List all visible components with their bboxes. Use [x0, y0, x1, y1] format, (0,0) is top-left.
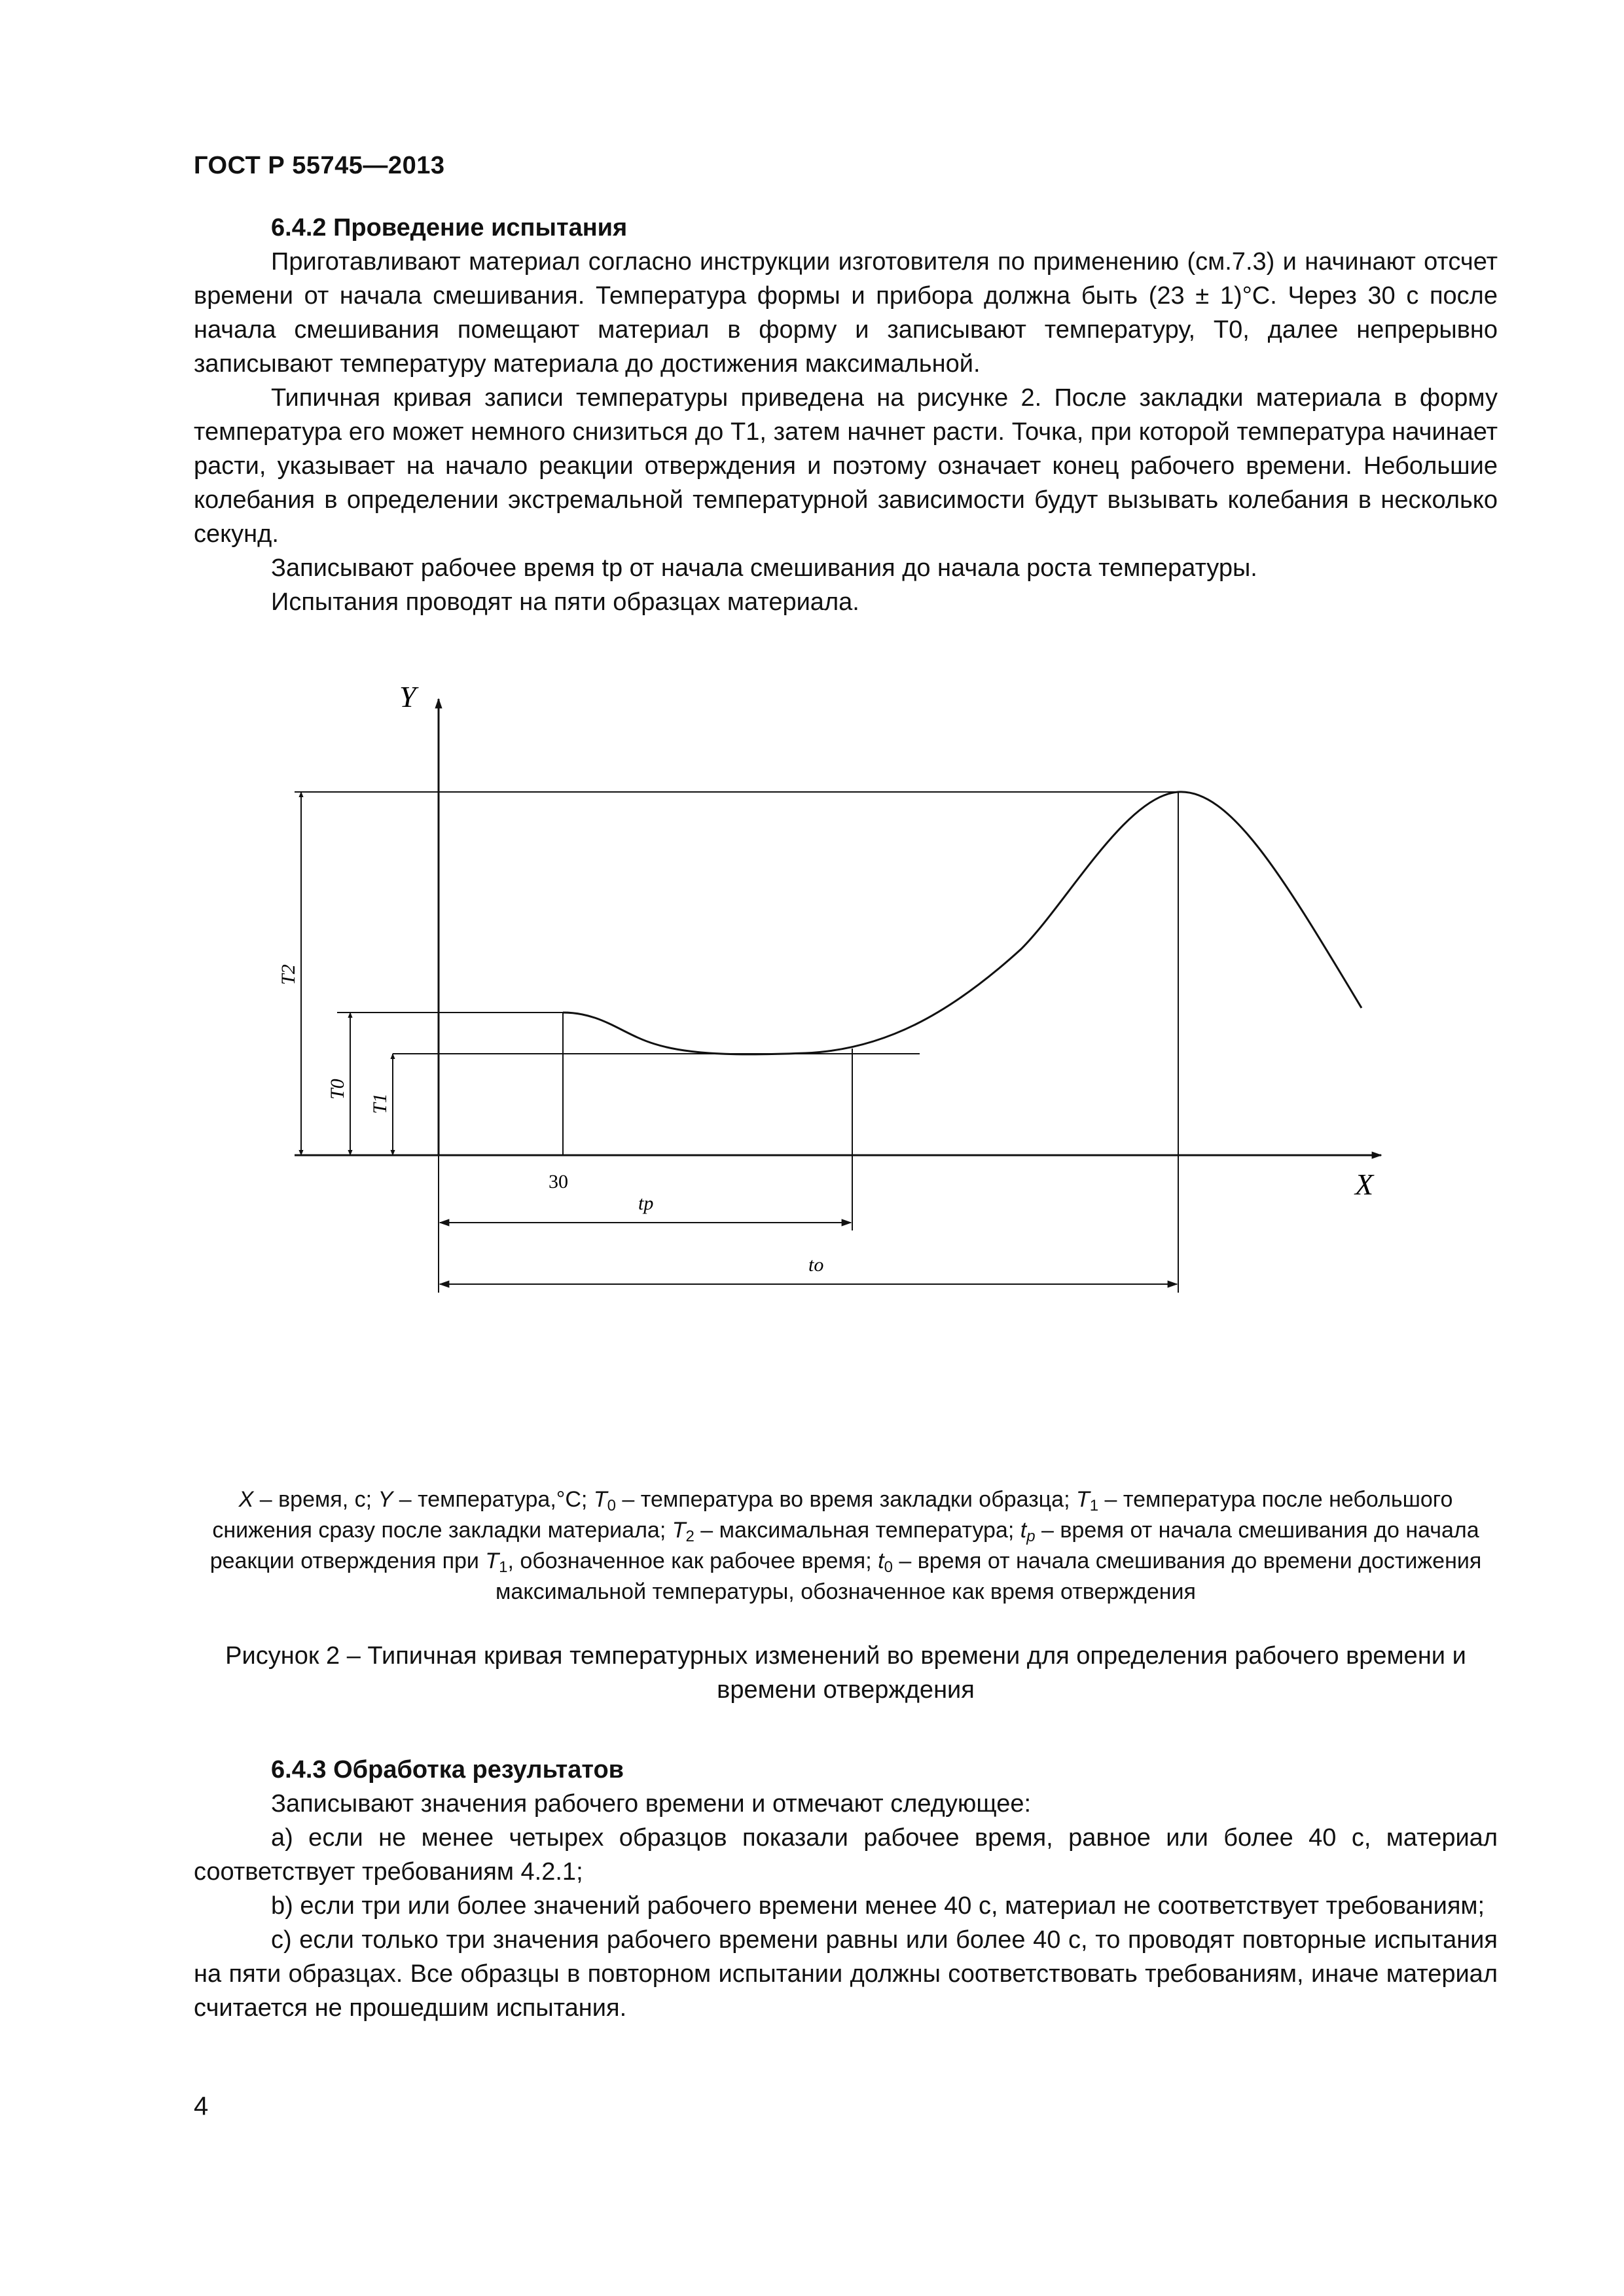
tick-30-label: 30: [549, 1171, 568, 1193]
list-item: b) если три или более значений рабочего времени менее 40 с, материал не соответствует требованиям;: [271, 1892, 1485, 1920]
section-heading: 6.4.2 Проведение испытания: [271, 214, 628, 242]
legend-text: X – время, с; Y – температура,°С; $T_0$ – температура во время закладки образца; $T_1$ – температура после небольшого снижения сразу после закладки материала; $T_2$ – максимальная температура; $t_p$ – время от начала смешивания до начала реакции отверждения при $T_1$, обозначенное как рабочее время; $t_0$ – время от начала смешивания до времени достижения максимальной температуры, обозначенное как время отверждения: [209, 1487, 1482, 1604]
tp-label: tp: [638, 1193, 654, 1214]
to-label: to: [808, 1254, 824, 1276]
y-axis-label: Y: [399, 680, 416, 713]
page-number: 4: [194, 2092, 209, 2121]
temperature-curve: [563, 792, 1362, 1054]
section-6-4-2: [194, 211, 1498, 619]
figure-legend: [194, 1484, 1498, 1607]
paragraph: Записывают рабочее время tp от начала смешивания до начала роста температуры.: [271, 554, 1257, 582]
figure-drawing: [196, 668, 1440, 1473]
t2-label: T2: [278, 964, 299, 985]
list-item: а) если не менее четырех образцов показали рабочее время, равное или более 40 с, материал соответствует требованиям 4.2.1;: [194, 1824, 1498, 1886]
t0-label: T0: [327, 1079, 348, 1100]
section-6-4-3: [194, 1753, 1498, 2025]
document-header: ГОСТ Р 55745—2013: [194, 152, 445, 179]
section-heading: 6.4.3 Обработка результатов: [271, 1756, 624, 1784]
temperature-curve-figure: [196, 668, 1440, 1473]
paragraph: Типичная кривая записи температуры приведена на рисунке 2. После закладки материала в форму температура его может немного снизиться до T1, затем начнет расти. Точка, при которой температура начинает расти, указывает на начало реакции отверждения и поэтому означает конец рабочего времени. Небольшие колебания в определении экстремальной температурной зависимости будут вызывать колебания в несколько секунд.: [194, 384, 1498, 548]
list-item: с) если только три значения рабочего времени равны или более 40 с, то проводят повторные испытания на пяти образцах. Все образцы в повторном испытании должны соответствовать требованиям, иначе материал считается не прошедшим испытания.: [194, 1926, 1498, 2022]
paragraph: Записывают значения рабочего времени и отмечают следующее:: [271, 1790, 1032, 1818]
figure-caption: Рисунок 2 – Типичная кривая температурных изменений во времени для определения рабочего времени и времени отверждения: [225, 1642, 1466, 1704]
t1-label: T1: [369, 1093, 391, 1114]
x-axis-label: X: [1355, 1168, 1374, 1201]
paragraph: Приготавливают материал согласно инструкции изготовителя по применению (см.7.3) и начинают отсчет времени от начала смешивания. Температура формы и прибора должна быть (23 ± 1)°С. Через 30 с после начала смешивания помещают материал в форму и записывают температуру, T0, далее непрерывно записывают температуру материала до достижения максимальной.: [194, 248, 1498, 378]
paragraph: Испытания проводят на пяти образцах материала.: [271, 588, 859, 616]
